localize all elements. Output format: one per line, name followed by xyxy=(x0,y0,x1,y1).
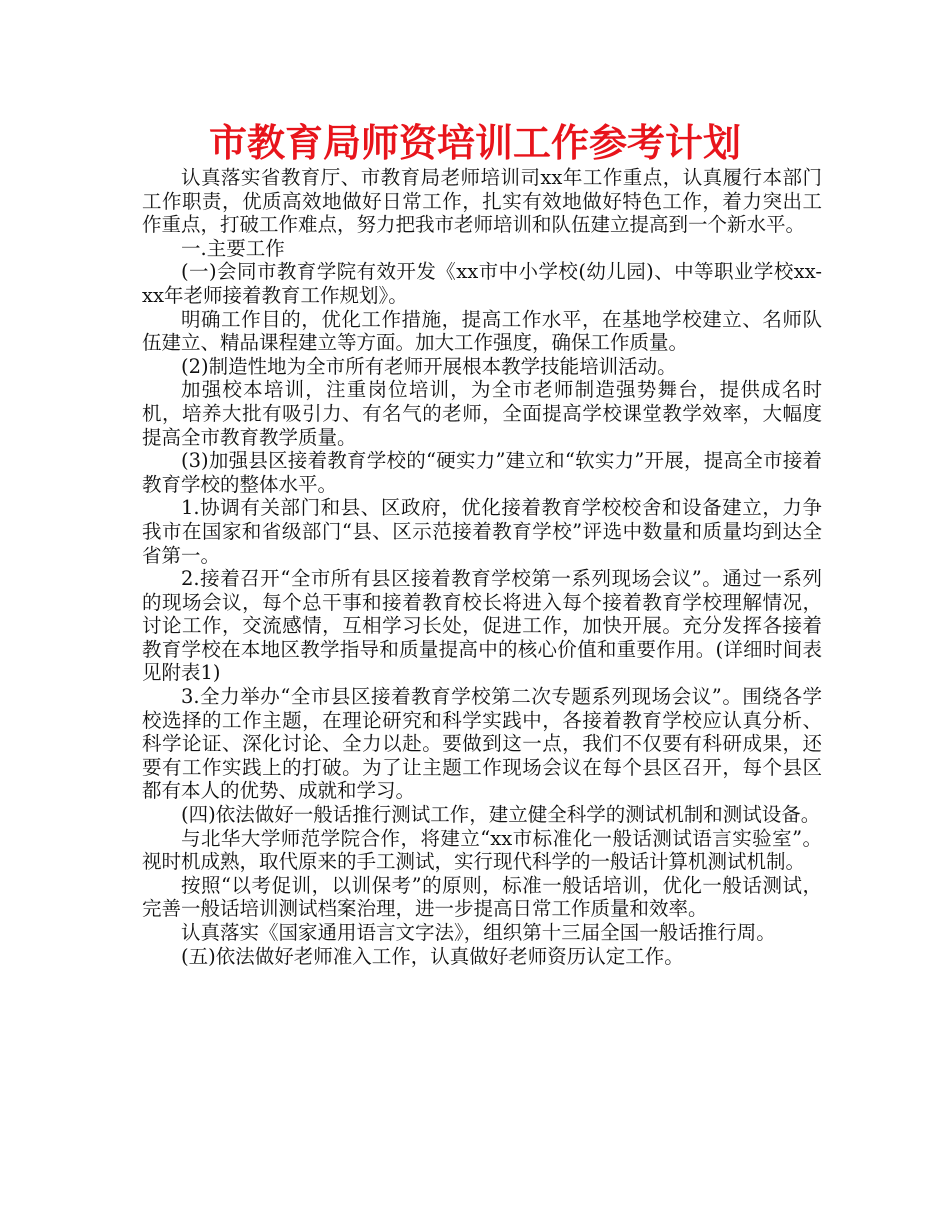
paragraph-item-2-detail: 加强校本培训，注重岗位培训，为全市老师制造强势舞台，提供成名时机，培养大批有吸引力、有名气的老师，全面提高学校课堂教学效率，大幅度提高全市教育教学质量。 xyxy=(142,378,822,449)
paragraph-item-4-detail-3: 认真落实《国家通用语言文字法》，组织第十三届全国一般话推行周。 xyxy=(181,921,776,944)
document-body xyxy=(142,166,822,968)
paragraph-item-1: (一)会同市教育学院有效开发《xx市中小学校(幼儿园)、中等职业学校xx-xx年老师接着教育工作规划》。 xyxy=(142,260,822,307)
paragraph-item-3-sub-1: 1.协调有关部门和县、区政府，优化接着教育学校校舍和设备建立，力争我市在国家和省级部门“县、区示范接着教育学校”评选中数量和质量均到达全省第一。 xyxy=(142,496,822,567)
paragraph-item-3-sub-3: 3.全力举办“全市县区接着教育学校第二次专题系列现场会议”。围绕各学校选择的工作主题，在理论研究和科学实践中，各接着教育学校应认真分析、科学论证、深化讨论、全力以赴。要做到这一点，我们不仅要有科研成果，还要有工作实践上的打破。为了让主题工作现场会议在每个县区召开，每个县区都有本人的优势、成就和学习。 xyxy=(142,685,822,803)
paragraph-item-1-detail: 明确工作目的，优化工作措施，提高工作水平，在基地学校建立、名师队伍建立、精品课程建立等方面。加大工作强度，确保工作质量。 xyxy=(142,307,822,355)
paragraph-item-4: (四)依法做好一般话推行测试工作，建立健全科学的测试机制和测试设备。 xyxy=(181,803,821,827)
paragraph-item-3: (3)加强县区接着教育学校的“硬实力”建立和“软实力”开展，提高全市接着教育学校的整体水平。 xyxy=(142,449,822,496)
paragraph-item-4-detail-2: 按照“以考促训，以训保考”的原则，标准一般话培训，优化一般话测试，完善一般话培训测试档案治理，进一步提高日常工作质量和效率。 xyxy=(142,873,822,921)
paragraph-item-4-detail-1: 与北华大学师范学院合作，将建立“xx市标准化一般话测试语言实验室”。视时机成熟，取代原来的手工测试，实行现代科学的一般话计算机测试机制。 xyxy=(142,826,822,874)
section-heading-main-work: 一.主要工作 xyxy=(181,236,285,260)
paragraph-item-2: (2)制造性地为全市所有老师开展根本教学技能培训活动。 xyxy=(181,354,677,378)
paragraph-item-3-sub-2: 2.接着召开“全市所有县区接着教育学校第一系列现场会议”。通过一系列的现场会议，每个总干事和接着教育校长将进入每个接着教育学校理解情况，讨论工作，交流感情，互相学习长处，促进工作，加快开展。充分发挥各接着教育学校在本地区教学指导和质量提高中的核心价值和重要作用。(详细时间表见附表1) xyxy=(142,567,822,685)
paragraph-item-5: (五)依法做好老师准入工作，认真做好老师资历认定工作。 xyxy=(181,944,684,968)
page-title: 市教育局师资培训工作参考计划 xyxy=(208,121,741,165)
paragraph-intro: 认真落实省教育厅、市教育局老师培训司xx年工作重点，认真履行本部门工作职责，优质高效地做好日常工作，扎实有效地做好特色工作，着力突出工作重点，打破工作难点，努力把我市老师培训和队伍建立提高到一个新水平。 xyxy=(142,166,822,237)
